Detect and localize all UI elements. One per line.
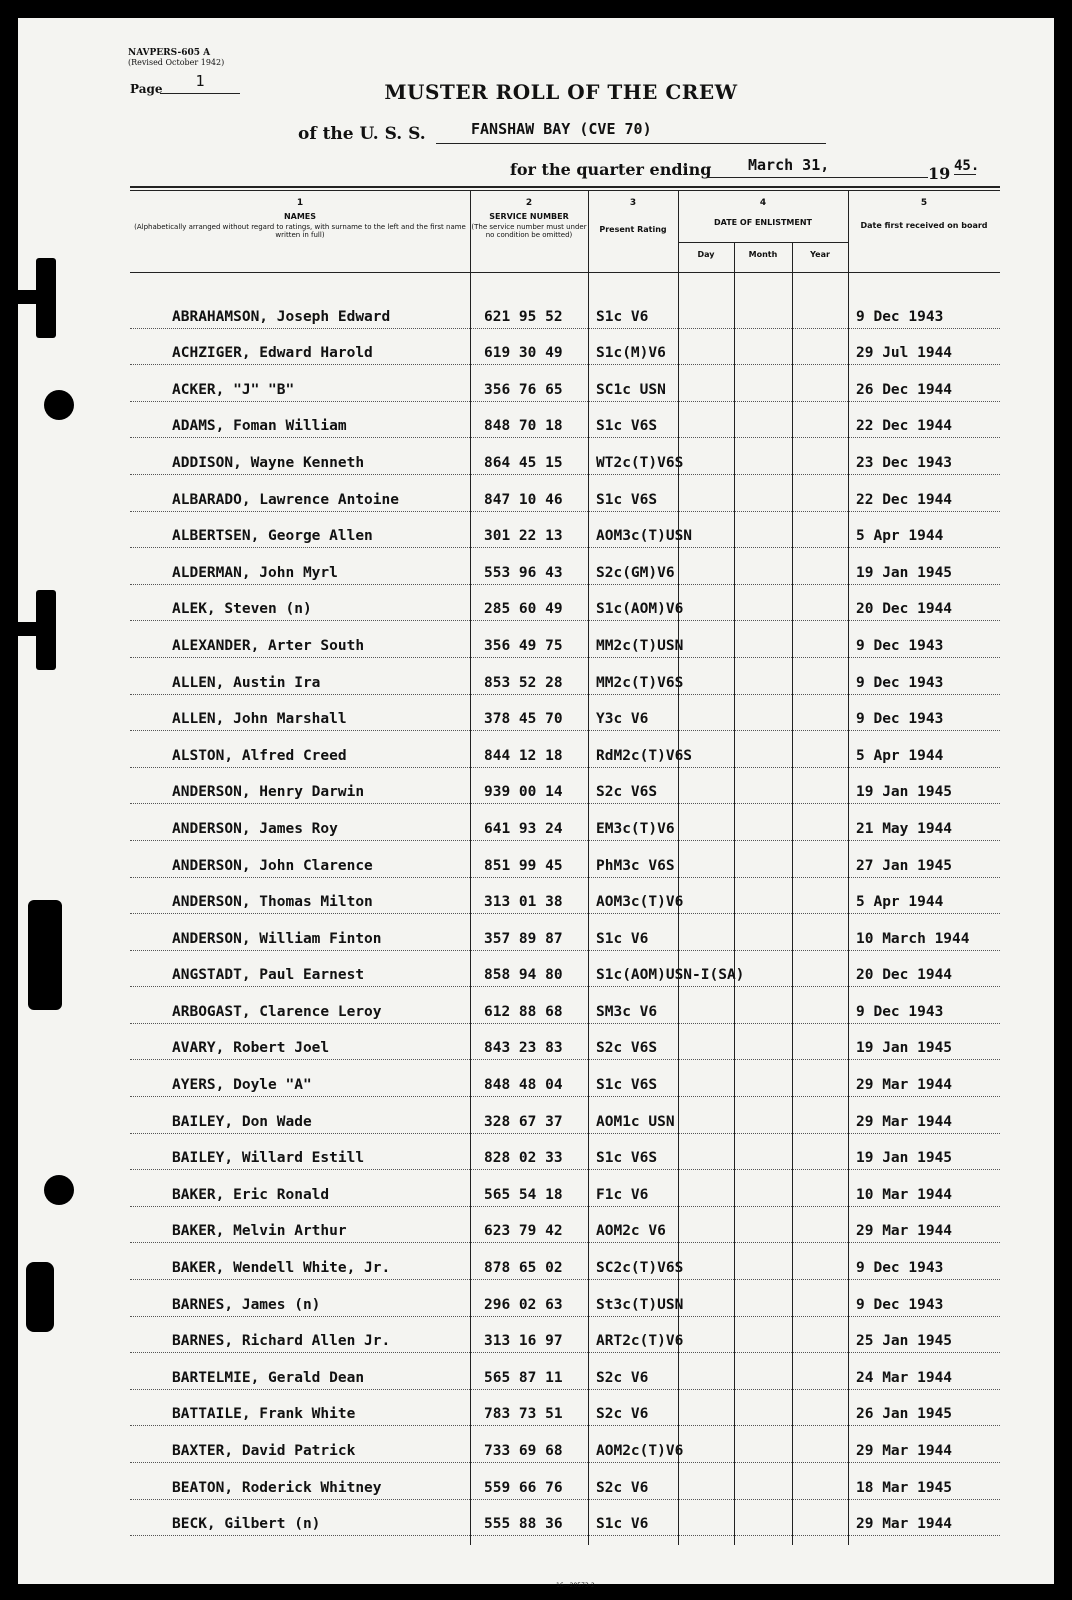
col-header-rating [588, 198, 678, 234]
muster-roll-page [18, 18, 1054, 1589]
date-received: 9 Dec 1943 [856, 308, 944, 325]
table-row [130, 402, 1000, 439]
present-rating: S2c V6 [596, 1479, 649, 1496]
crew-name: BARTELMIE, Gerald Dean [172, 1369, 365, 1386]
crew-name: ANDERSON, John Clarence [172, 857, 373, 874]
service-number: 864 45 15 [484, 454, 563, 471]
date-received: 9 Dec 1943 [856, 1260, 944, 1277]
binder-hole [44, 1175, 74, 1205]
crew-name: ALEXANDER, Arter South [172, 637, 365, 654]
col-number: 2 [525, 198, 533, 208]
date-received: 19 Jan 1945 [856, 1150, 953, 1167]
date-received: 26 Jan 1945 [856, 1406, 953, 1423]
service-number: 844 12 18 [484, 747, 563, 764]
crew-name: ANDERSON, Thomas Milton [172, 894, 373, 911]
date-received: 25 Jan 1945 [856, 1333, 953, 1350]
crew-name: BECK, Gilbert (n) [172, 1516, 321, 1533]
service-number: 565 54 18 [484, 1186, 563, 1203]
crew-name: BEATON, Roderick Whitney [172, 1479, 382, 1496]
table-row [130, 438, 1000, 475]
date-received: 27 Jan 1945 [856, 857, 953, 874]
date-received: 19 Jan 1945 [856, 1040, 953, 1057]
service-number: 828 02 33 [484, 1150, 563, 1167]
binder-clip-tab [18, 290, 40, 304]
crew-name: ALLEN, Austin Ira [172, 674, 321, 691]
service-number: 356 49 75 [484, 637, 563, 654]
table-row [130, 804, 1000, 841]
col-title: NAMES [283, 212, 317, 221]
present-rating: MM2c(T)V6S [596, 674, 684, 691]
col-subtitle: Date first received on board [860, 221, 988, 230]
present-rating: MM2c(T)USN [596, 637, 684, 654]
year-prefix: 19 [928, 164, 951, 183]
year-suffix: 45. [954, 158, 980, 174]
table-row [130, 1463, 1000, 1500]
date-received: 5 Apr 1944 [856, 747, 944, 764]
crew-name: AYERS, Doyle "A" [172, 1077, 312, 1094]
table-row [130, 878, 1000, 915]
page-number: 1 [160, 72, 240, 94]
present-rating: S1c V6 [596, 308, 649, 325]
col-header-names [130, 198, 470, 239]
date-received: 5 Apr 1944 [856, 528, 944, 545]
service-number: 641 93 24 [484, 820, 563, 837]
binder-hole [44, 390, 74, 420]
service-number: 559 66 76 [484, 1479, 563, 1496]
date-received: 18 Mar 1945 [856, 1479, 953, 1496]
binder-clip [28, 900, 62, 1010]
table-row [130, 768, 1000, 805]
date-received: 19 Jan 1945 [856, 784, 953, 801]
present-rating: AOM1c USN [596, 1113, 675, 1130]
col-subtitle: Present Rating [599, 225, 667, 234]
crew-name: ABRAHAMSON, Joseph Edward [172, 308, 391, 325]
date-received: 9 Dec 1943 [856, 1003, 944, 1020]
table-row [130, 1170, 1000, 1207]
table-row [130, 1060, 1000, 1097]
crew-name: ARBOGAST, Clarence Leroy [172, 1003, 382, 1020]
crew-name: ANDERSON, James Roy [172, 820, 338, 837]
present-rating: S1c V6S [596, 1150, 658, 1167]
present-rating: S2c V6 [596, 1369, 649, 1386]
crew-name: ANDERSON, William Finton [172, 930, 382, 947]
table-row [130, 1097, 1000, 1134]
crew-name: ADDISON, Wayne Kenneth [172, 454, 365, 471]
date-received: 9 Dec 1943 [856, 674, 944, 691]
crew-name: BAKER, Wendell White, Jr. [172, 1260, 391, 1277]
present-rating: S1c(AOM)V6 [596, 601, 684, 618]
col-number: 4 [759, 198, 767, 208]
binder-clip-tab [18, 622, 40, 636]
present-rating: St3c(T)USN [596, 1296, 684, 1313]
table-row [130, 841, 1000, 878]
date-received: 10 Mar 1944 [856, 1186, 953, 1203]
table-row [130, 1390, 1000, 1427]
col-number: 1 [296, 198, 304, 208]
table-row [130, 1024, 1000, 1061]
crew-name: BAKER, Eric Ronald [172, 1186, 330, 1203]
table-row [130, 914, 1000, 951]
crew-name: ALBARADO, Lawrence Antoine [172, 491, 399, 508]
date-received: 22 Dec 1944 [856, 491, 953, 508]
crew-name: ACKER, "J" "B" [172, 381, 295, 398]
crew-name: BATTAILE, Frank White [172, 1406, 356, 1423]
service-number: 851 99 45 [484, 857, 563, 874]
table-row [130, 658, 1000, 695]
ship-prefix: of the U. S. S. [298, 124, 426, 144]
present-rating: RdM2c(T)V6S [596, 747, 693, 764]
print-code: 16—20573-2 [556, 1582, 595, 1589]
present-rating: S1c V6 [596, 930, 649, 947]
table-row [130, 475, 1000, 512]
service-number: 313 16 97 [484, 1333, 563, 1350]
service-number: 858 94 80 [484, 967, 563, 984]
present-rating: S1c V6S [596, 418, 658, 435]
col-number: 5 [920, 198, 928, 208]
table-row [130, 1243, 1000, 1280]
table-row [130, 512, 1000, 549]
date-received: 10 March 1944 [856, 930, 970, 947]
present-rating: S1c(AOM)USN-I(SA) [596, 967, 745, 984]
service-number: 301 22 13 [484, 528, 563, 545]
date-received: 24 Mar 1944 [856, 1369, 953, 1386]
present-rating: EM3c(T)V6 [596, 820, 675, 837]
service-number: 848 48 04 [484, 1077, 563, 1094]
present-rating: AOM3c(T)USN [596, 528, 693, 545]
date-received: 20 Dec 1944 [856, 967, 953, 984]
col-subtitle: (The service number must under no condition be omitted) [471, 223, 587, 239]
table-row [130, 1280, 1000, 1317]
table-row [130, 329, 1000, 366]
date-received: 9 Dec 1943 [856, 711, 944, 728]
quarter-prefix: for the quarter ending [510, 160, 712, 179]
crew-name: ALBERTSEN, George Allen [172, 528, 373, 545]
crew-name: ALSTON, Alfred Creed [172, 747, 347, 764]
date-received: 29 Mar 1944 [856, 1443, 953, 1459]
table-row [130, 1317, 1000, 1354]
service-number: 357 89 87 [484, 930, 563, 947]
header-bottom-rule [130, 272, 1000, 273]
binder-clip [26, 1262, 54, 1332]
quarter-value: March 31, [708, 156, 928, 178]
service-number: 853 52 28 [484, 674, 563, 691]
service-number: 328 67 37 [484, 1113, 563, 1130]
present-rating: SC2c(T)V6S [596, 1260, 684, 1277]
service-number: 848 70 18 [484, 418, 563, 435]
crew-table [130, 186, 1000, 1556]
present-rating: S2c(GM)V6 [596, 564, 675, 581]
service-number: 555 88 36 [484, 1516, 563, 1533]
crew-name: BAILEY, Don Wade [172, 1113, 312, 1130]
service-number: 612 88 68 [484, 1003, 563, 1020]
service-number: 939 00 14 [484, 784, 563, 801]
service-number: 378 45 70 [484, 711, 563, 728]
service-number: 565 87 11 [484, 1369, 563, 1386]
service-number: 296 02 63 [484, 1296, 563, 1313]
page-label: Page [130, 82, 163, 96]
present-rating: S1c V6S [596, 491, 658, 508]
table-row [130, 695, 1000, 732]
crew-name: BAKER, Melvin Arthur [172, 1223, 347, 1240]
crew-name: AVARY, Robert Joel [172, 1040, 330, 1057]
crew-name: BAILEY, Willard Estill [172, 1150, 365, 1167]
table-top-rule-2 [130, 190, 1000, 191]
crew-rows [130, 292, 1000, 1536]
service-number: 619 30 49 [484, 345, 563, 362]
crew-name: BARNES, James (n) [172, 1296, 321, 1313]
date-received: 29 Mar 1944 [856, 1223, 953, 1240]
col-header-received [848, 198, 1000, 230]
table-row [130, 585, 1000, 622]
crew-name: BAXTER, David Patrick [172, 1443, 356, 1459]
service-number: 356 76 65 [484, 381, 563, 398]
crew-name: ALEK, Steven (n) [172, 601, 312, 618]
present-rating: AOM2c(T)V6 [596, 1443, 684, 1459]
present-rating: S2c V6S [596, 784, 658, 801]
col-header-day: Day [697, 250, 715, 259]
present-rating: SC1c USN [596, 381, 666, 398]
date-received: 9 Dec 1943 [856, 1296, 944, 1313]
present-rating: S1c(M)V6 [596, 345, 666, 362]
date-received: 5 Apr 1944 [856, 894, 944, 911]
crew-name: ALLEN, John Marshall [172, 711, 347, 728]
table-row [130, 987, 1000, 1024]
crew-name: ANDERSON, Henry Darwin [172, 784, 365, 801]
date-received: 20 Dec 1944 [856, 601, 953, 618]
col-header-service [470, 198, 588, 239]
present-rating: SM3c V6 [596, 1003, 658, 1020]
table-row [130, 1426, 1000, 1463]
form-revised: (Revised October 1942) [128, 58, 225, 67]
ship-name: FANSHAW BAY (CVE 70) [436, 120, 826, 144]
present-rating: F1c V6 [596, 1186, 649, 1203]
date-received: 19 Jan 1945 [856, 564, 953, 581]
table-row [130, 1353, 1000, 1390]
present-rating: AOM2c V6 [596, 1223, 666, 1240]
service-number: 623 79 42 [484, 1223, 563, 1240]
col-header-enlistment [678, 198, 848, 227]
crew-name: ANGSTADT, Paul Earnest [172, 967, 365, 984]
form-code [128, 48, 224, 68]
table-top-rule [130, 186, 1000, 188]
date-received: 29 Jul 1944 [856, 345, 953, 362]
present-rating: PhM3c V6S [596, 857, 675, 874]
date-received: 9 Dec 1943 [856, 637, 944, 654]
table-row [130, 292, 1000, 329]
service-number: 553 96 43 [484, 564, 563, 581]
page-title: MUSTER ROLL OF THE CREW [384, 80, 738, 104]
form-number: NAVPERS-605 A [128, 48, 211, 58]
date-received: 26 Dec 1944 [856, 381, 953, 398]
table-row [130, 951, 1000, 988]
col-header-month: Month [748, 250, 778, 259]
present-rating: S2c V6 [596, 1406, 649, 1423]
present-rating: WT2c(T)V6S [596, 454, 684, 471]
table-row [130, 621, 1000, 658]
service-number: 847 10 46 [484, 491, 563, 508]
table-row [130, 365, 1000, 402]
service-number: 733 69 68 [484, 1443, 563, 1459]
table-row [130, 548, 1000, 585]
service-number: 843 23 83 [484, 1040, 563, 1057]
date-received: 29 Mar 1944 [856, 1113, 953, 1130]
date-received: 21 May 1944 [856, 820, 953, 837]
col-number: 3 [629, 198, 637, 208]
col-header-year: Year [810, 250, 830, 259]
date-received: 23 Dec 1943 [856, 454, 953, 471]
service-number: 285 60 49 [484, 601, 563, 618]
date-received: 29 Mar 1944 [856, 1516, 953, 1533]
present-rating: Y3c V6 [596, 711, 649, 728]
service-number: 783 73 51 [484, 1406, 563, 1423]
service-number: 621 95 52 [484, 308, 563, 325]
col-title: DATE OF ENLISTMENT [714, 218, 812, 227]
service-number: 313 01 38 [484, 894, 563, 911]
crew-name: ADAMS, Foman William [172, 418, 347, 435]
service-number: 878 65 02 [484, 1260, 563, 1277]
enlist-sub-rule [678, 242, 848, 243]
crew-name: BARNES, Richard Allen Jr. [172, 1333, 391, 1350]
date-received: 22 Dec 1944 [856, 418, 953, 435]
present-rating: AOM3c(T)V6 [596, 894, 684, 911]
table-row [130, 1500, 1000, 1537]
col-title: SERVICE NUMBER [489, 212, 569, 221]
crew-name: ACHZIGER, Edward Harold [172, 345, 373, 362]
date-received: 29 Mar 1944 [856, 1077, 953, 1094]
col-subtitle: (Alphabetically arranged without regard to ratings, with surname to the left and the first name written in full) [134, 223, 466, 239]
table-row [130, 1134, 1000, 1171]
present-rating: ART2c(T)V6 [596, 1333, 684, 1350]
table-row [130, 1207, 1000, 1244]
present-rating: S2c V6S [596, 1040, 658, 1057]
table-row [130, 731, 1000, 768]
present-rating: S1c V6S [596, 1077, 658, 1094]
present-rating: S1c V6 [596, 1516, 649, 1533]
crew-name: ALDERMAN, John Myrl [172, 564, 338, 581]
